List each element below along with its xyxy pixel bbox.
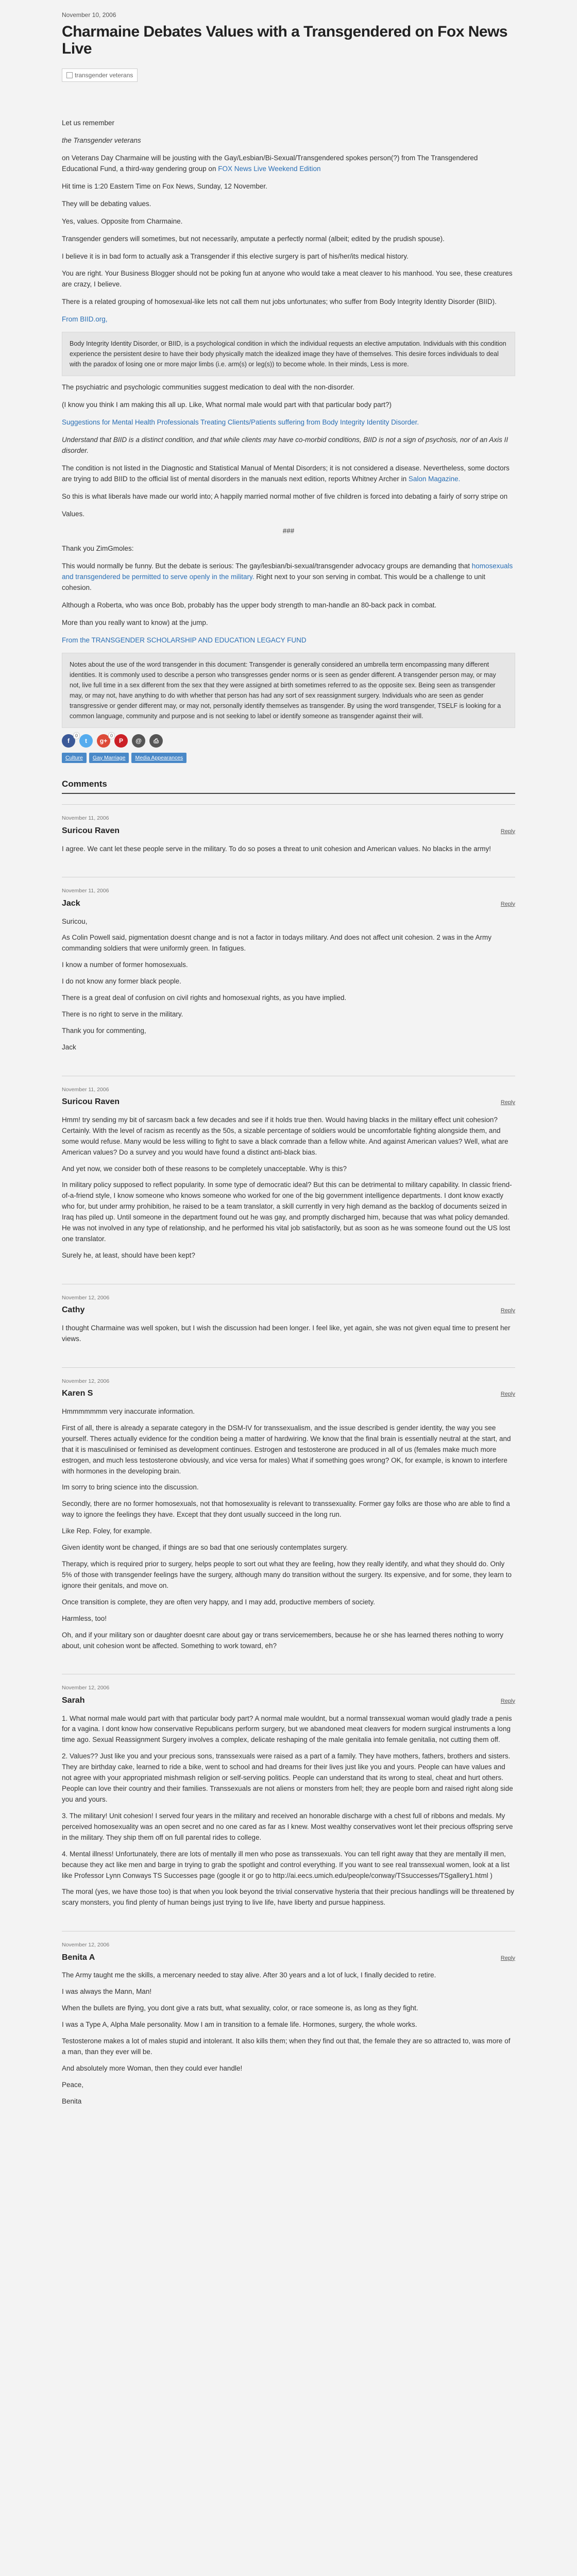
comment-text: There is no right to serve in the military. <box>62 1010 183 1019</box>
google-plus-icon[interactable]: g+ 0 <box>97 734 110 748</box>
comment-text: Suricou, <box>62 917 88 925</box>
email-icon[interactable]: @ <box>132 734 145 748</box>
separator: ### <box>282 527 295 535</box>
comment-text: The moral (yes, we have those too) is that when you look beyond the trivial conservative hysteria that their precious handlings will be threatened by scary monsters, you find plenty of human beings just trying to live life, have liberty and pursue happiness. <box>62 1888 514 1907</box>
comment-text: Like Rep. Foley, for example. <box>62 1527 152 1535</box>
comment-author: Sarah <box>62 1696 85 1705</box>
article-paragraph: Thank you ZimGmoles: <box>62 545 134 553</box>
comment-text: Surely he, at least, should have been kept? <box>62 1251 195 1259</box>
facebook-icon[interactable]: f 0 <box>62 734 75 748</box>
comment <box>62 1931 515 2107</box>
comment-text: Once transition is complete, they are often very happy, and I may add, productive members of society. <box>62 1598 376 1606</box>
comment-text: First of all, there is already a separate category in the DSM-IV for transsexualism, and the issue described is gender identity, the way you see yourself. Theres actually evidence for the condition being a matter of hardwiring. We know that the final brain is essentially neutral at the start, and that it is masculinised or feminised as development continues. Estrogen and testosterone are produced in all of us (females make much more estrogen, and much less testosterone obviously, and vice versa for males) What if something goes wrong? OK, for example, is known to interfere with hormones in the developing brain. <box>62 1423 511 1475</box>
comment-text: Jack <box>62 1043 76 1051</box>
comment-text: I know a number of former homosexuals. <box>62 961 188 969</box>
reply-link[interactable]: Reply <box>500 1308 515 1314</box>
article-paragraph: The psychiatric and psychologic communities suggest medication to deal with the non-disorder. <box>62 383 355 392</box>
article-paragraph: Hit time is 1:20 Eastern Time on Fox News, Sunday, 12 November. <box>62 182 267 190</box>
comment <box>62 804 515 854</box>
comment-text: 3. The military! Unit cohesion! I served four years in the military and received an honorable discharge with a chest full of ribbons and medals. My perceived homosexuality was an open secret and no one cared as far as I knew. Most wealthy conservatives wont let their precious offspring serve in the military. They ship them off on full parental rides to college. <box>62 1811 513 1841</box>
comment-text: As Colin Powell said, pigmentation doesnt change and is not a factor in todays military. And does not affect unit cohesion. 2 was in the Army commanding soldiers that were uniformly green. In fatigues. <box>62 934 491 953</box>
comment-text: Given identity wont be changed, if things are so bad that one seriously contemplates surgery. <box>62 1544 348 1552</box>
comment-text: Therapy, which is required prior to surgery, helps people to sort out what they are feeling, how they really identify, and what they should do. Only 5% of those with transgender feelings have the surgery, although many do transition without the surgery. Its expensive, and for some, they learn to ignore their genitals, and move on. <box>62 1560 512 1589</box>
tag-link[interactable]: Media Appearances <box>131 753 186 763</box>
article-body <box>62 118 515 728</box>
article-paragraph: (I know you think I am making this all up. Like, What normal male would part with that particular body part?) <box>62 401 392 409</box>
comment-text: Secondly, there are no former homosexuals, not that homosexuality is relevant to transsexuality. Former gay folks are those who are able to find a way to ignore the feelings they have. Except that they dont usually succeed in the long run. <box>62 1500 510 1519</box>
article-paragraph: More than you really want to know) at the jump. <box>62 619 208 626</box>
comment-text: I thought Charmaine was well spoken, but I wish the discussion had been longer. I feel like, yet again, she was not given equal time to present her views. <box>62 1324 511 1343</box>
comment-text: There is a great deal of confusion on civil rights and homosexual rights, as you have implied. <box>62 994 347 1002</box>
comment-text: Testosterone makes a lot of males stupid and intolerant. It also kills them; when they find out that, the female they are so attracted to, was more of a man, than they ever will be. <box>62 2037 511 2056</box>
military-link[interactable]: homosexuals and transgendered be permitted to serve openly in the military. <box>62 562 513 581</box>
reply-link[interactable]: Reply <box>500 1391 515 1398</box>
article-paragraph: This would normally be funny. But the debate is serious: The gay/lesbian/bi-sexual/transgender advocacy groups are demanding that homosexuals and transgendered be permitted to serve openly in the military. Right next to your son serving in combat. This would be a challenge to unit cohesion. <box>62 562 513 592</box>
comment-date: November 12, 2006 <box>62 1294 110 1301</box>
comment <box>62 1674 515 1908</box>
article-paragraph: Values. <box>62 510 85 518</box>
comments-heading: Comments <box>62 777 515 794</box>
twitter-icon[interactable]: t <box>79 734 93 748</box>
article-paragraph: Yes, values. Opposite from Charmaine. <box>62 217 183 225</box>
comment-date: November 12, 2006 <box>62 1378 110 1384</box>
share-count: 0 <box>108 732 115 739</box>
comment-text: Hmmmmmmm very inaccurate information. <box>62 1407 195 1415</box>
comment-text: Harmless, too! <box>62 1614 107 1622</box>
comment-author: Cathy <box>62 1306 85 1315</box>
biid-quote: Body Integrity Identity Disorder, or BIID, is a psychological condition in which the individual requests an elective amputation. Individuals with this condition experience the persistent desire to have their body physically match the idealized image they have of themselves. This desire forces individuals to deal with the paradox of losing one or more major limbs (i.e. arm(s) or leg(s)) to become whole. In their minds, Less is more. <box>62 332 515 376</box>
post-date: November 10, 2006 <box>62 11 116 19</box>
share-count: 0 <box>73 732 80 739</box>
comment-text: I agree. We cant let these people serve in the military. To do so poses a threat to unit cohesion and American values. No blacks in the army! <box>62 844 491 853</box>
page <box>31 0 546 2161</box>
comment-text: In military policy supposed to reflect popularity. In some type of democratic ideal? But this can be detrimental to military capability. In classic friend-of-a-friend style, I know someone who knows someone who worked for one of the big government intelligence departments. I dont know exactly who for, but under army prohibition, he raised to be a team translator, a skill currently in very high demand as the backlog of documents seized in Iraq has piled up. Until someone in the department found out he was gay, and promptly discharged him, because that was what policy demanded. He was not involved in any type of relationship, and he performed his vital job satisfactorily, but as soon as he was someone found out the US lost one translator. <box>62 1181 512 1243</box>
comment-author: Suricou Raven <box>62 826 120 835</box>
article-paragraph: I believe it is in bad form to actually ask a Transgender if this elective surgery is part of his/her/its medical history. <box>62 252 409 260</box>
article-paragraph: The condition is not listed in the Diagnostic and Statistical Manual of Mental Disorders; it is not considered a disease. Nevertheless, some doctors are trying to add BIID to the official list of mental disorders in the manuals next edition, reports Whitney Archer in Salon Magazine. <box>62 464 510 483</box>
tag-link[interactable]: Gay Marriage <box>89 753 129 763</box>
hero-image-placeholder <box>62 69 138 82</box>
comment-text: I was a Type A, Alpha Male personality. Mow I am in transition to a female life. Hormones, surgery, the whole works. <box>62 2021 417 2029</box>
comment-text: Hmm! try sending my bit of sarcasm back a few decades and see if it holds true then. Would having blacks in the military effect unit cohesion? Certainly. With the level of racism as recently as the 50s, a sizable percentage of soldiers would be uncomfortable fighting alongside them, and some would refuse. Many would be less willing to fight to save a black comrade than a fellow white. And against American values? Well, what are American values? Do a survey and you would have found a distinct anti-black bias. <box>62 1115 508 1156</box>
comment-author: Karen S <box>62 1389 93 1398</box>
comment <box>62 1076 515 1261</box>
tag-list <box>62 753 515 763</box>
article-intro-2: the Transgender veterans <box>62 137 141 145</box>
article-paragraph: Transgender genders will sometimes, but not necessarily, amputate a perfectly normal (albeit; edited by the prudish spouse). <box>62 234 445 243</box>
comment-author: Jack <box>62 899 80 908</box>
article-intro: Let us remember <box>62 119 115 127</box>
tag-link[interactable]: Culture <box>62 753 87 763</box>
tself-link[interactable]: From the TRANSGENDER SCHOLARSHIP AND EDUCATION LEGACY FUND <box>62 636 307 644</box>
comment-date: November 12, 2006 <box>62 1685 110 1691</box>
comment-text: Peace, <box>62 2080 84 2089</box>
article-paragraph: on Veterans Day Charmaine will be jousting with the Gay/Lesbian/Bi-Sexual/Transgendered spokes person(?) from The Transgendered Educational Fund, a third-way gendering group on FOX News Live Weekend Edition <box>62 154 478 173</box>
comment-author: Suricou Raven <box>62 1097 120 1107</box>
comment-text: And absolutely more Woman, then they could ever handle! <box>62 2064 243 2072</box>
hero-image-alt: transgender veterans <box>75 71 133 79</box>
article-paragraph: You are right. Your Business Blogger should not be poking fun at anyone who would take a meat cleaver to his manhood. You see, these creatures are crazy, I believe. <box>62 269 513 289</box>
reply-link[interactable]: Reply <box>500 1955 515 1961</box>
comment-text: I do not know any former black people. <box>62 977 181 986</box>
comment-text: 4. Mental illness! Unfortunately, there are lots of mentally ill men who pose as transsexuals. You can tell right away that they are mentally ill men, because they act like men and barge in trying to grab the spotlight and control everything. If you want to see real transsexual women, look at a list like Professor Lynn Conways TS Successes page (google it or go to http://ai.eecs.umich.edu/people/conway/TSsuccesses/TSgallery1.html ) <box>62 1850 510 1879</box>
print-icon[interactable]: ⎙ <box>149 734 163 748</box>
tself-quote: Notes about the use of the word transgender in this document: Transgender is generally considered an umbrella term encompassing many different identities. It is commonly used to describe a person who transgresses gender norms or is seen as gender different. A transgender person may, or may not, live full time in a sex different from the sex that they were assigned at birth sometimes referred to as the opposite sex. Being seen as transgender may, or may not, have anything to do with whether that person has had any sort of sex reassignment surgery. Individuals who are seen as gender transgressive or gender different may, or may not, personally identify themselves as transgender. By using the word transgender, TSELF is looking for a common language, community and purpose and is not seeking to label or identify someone as transgender against their will. <box>62 653 515 728</box>
fox-news-link[interactable]: FOX News Live Weekend Edition <box>218 164 321 173</box>
comment <box>62 1284 515 1345</box>
salon-link[interactable]: Salon Magazine. <box>408 474 461 483</box>
reply-link[interactable]: Reply <box>500 828 515 835</box>
reply-link[interactable]: Reply <box>500 901 515 907</box>
comment-text: I was always the Mann, Man! <box>62 1988 152 1996</box>
reply-link[interactable]: Reply <box>500 1698 515 1704</box>
mental-health-link[interactable]: Suggestions for Mental Health Professionals Treating Clients/Patients suffering from Body Integrity Identity Disorder. <box>62 418 419 427</box>
comment-text: Benita <box>62 2097 82 2105</box>
share-bar <box>62 734 515 748</box>
comment-text: Oh, and if your military son or daughter doesnt care about gay or trans servicemembers, because he or she has learned theres nothing to worry about, unit cohesion wont be affected. Something to work toward, eh? <box>62 1631 503 1650</box>
article-paragraph: Although a Roberta, who was once Bob, probably has the upper body strength to man-handle an 80-back pack in combat. <box>62 601 437 609</box>
article-paragraph: So this is what liberals have made our world into; A happily married normal mother of five children is forced into debating a fairly of sorry stripe on <box>62 492 508 500</box>
article-paragraph: They will be debating values. <box>62 199 151 208</box>
pinterest-icon[interactable]: P <box>114 734 128 748</box>
broken-image-icon <box>66 72 73 78</box>
comment-date: November 11, 2006 <box>62 815 109 822</box>
comment-date: November 11, 2006 <box>62 1086 109 1093</box>
article-paragraph: There is a related grouping of homosexual-like lets not call them nut jobs unfortunates; who suffer from Body Integrity Identity Disorder (BIID). <box>62 298 497 306</box>
comment-text: 1. What normal male would part with that particular body part? A normal male wouldnt, but a normal transsexual woman would gladly trade a penis for a vagina. I dont know how conservative Republicans perform surgery, but we abandoned meat cleavers for modern surgical instruments a long time ago. Sexual Reassignment Surgery involves a complex, delicate reshaping of the male genitalia into female genitalia, not cutting them off. <box>62 1714 512 1744</box>
comment-author: Benita A <box>62 1953 95 1962</box>
comment <box>62 877 515 1053</box>
article-paragraph: Understand that BIID is a distinct condition, and that while clients may have co-morbid conditions, BIID is not a sign of psychosis, nor of an Axis II disorder. <box>62 435 508 454</box>
reply-link[interactable]: Reply <box>500 1099 515 1106</box>
comments-list <box>62 804 515 2107</box>
comment-date: November 12, 2006 <box>62 1942 110 1948</box>
comment-text: Thank you for commenting, <box>62 1026 146 1035</box>
article-title: Charmaine Debates Values with a Transgendered on Fox News Live <box>62 23 508 57</box>
comment-text: And yet now, we consider both of these reasons to be completely unacceptable. Why is this? <box>62 1164 347 1173</box>
comment-text: 2. Values?? Just like you and your precious sons, transsexuals were raised as a part of a family. They have mothers, fathers, brothers and sisters. They are birthday cake, learned to ride a bike, went to school and had dreams for their lives just like you and yours. People can have values and not agree with your appropriated mishmash religion or self-serving politics. People can understand that its wrong to steal, cheat and hurt others. People can love their country and their families. Transsexuals are not aliens or monsters from hell; they are people born and raised right along side you and yours. <box>62 1752 513 1803</box>
comment-date: November 11, 2006 <box>62 888 109 894</box>
comment-text: The Army taught me the skills, a mercenary needed to stay alive. After 30 years and a lot of luck, I finally decided to retire. <box>62 1971 436 1979</box>
comment-text: Im sorry to bring science into the discussion. <box>62 1483 199 1492</box>
comment <box>62 1367 515 1652</box>
comment-text: When the bullets are flying, you dont give a rats butt, what sexuality, color, or race someone is, as long as they fight. <box>62 2004 418 2012</box>
biid-org-link[interactable]: From BIID.org, <box>62 315 108 324</box>
